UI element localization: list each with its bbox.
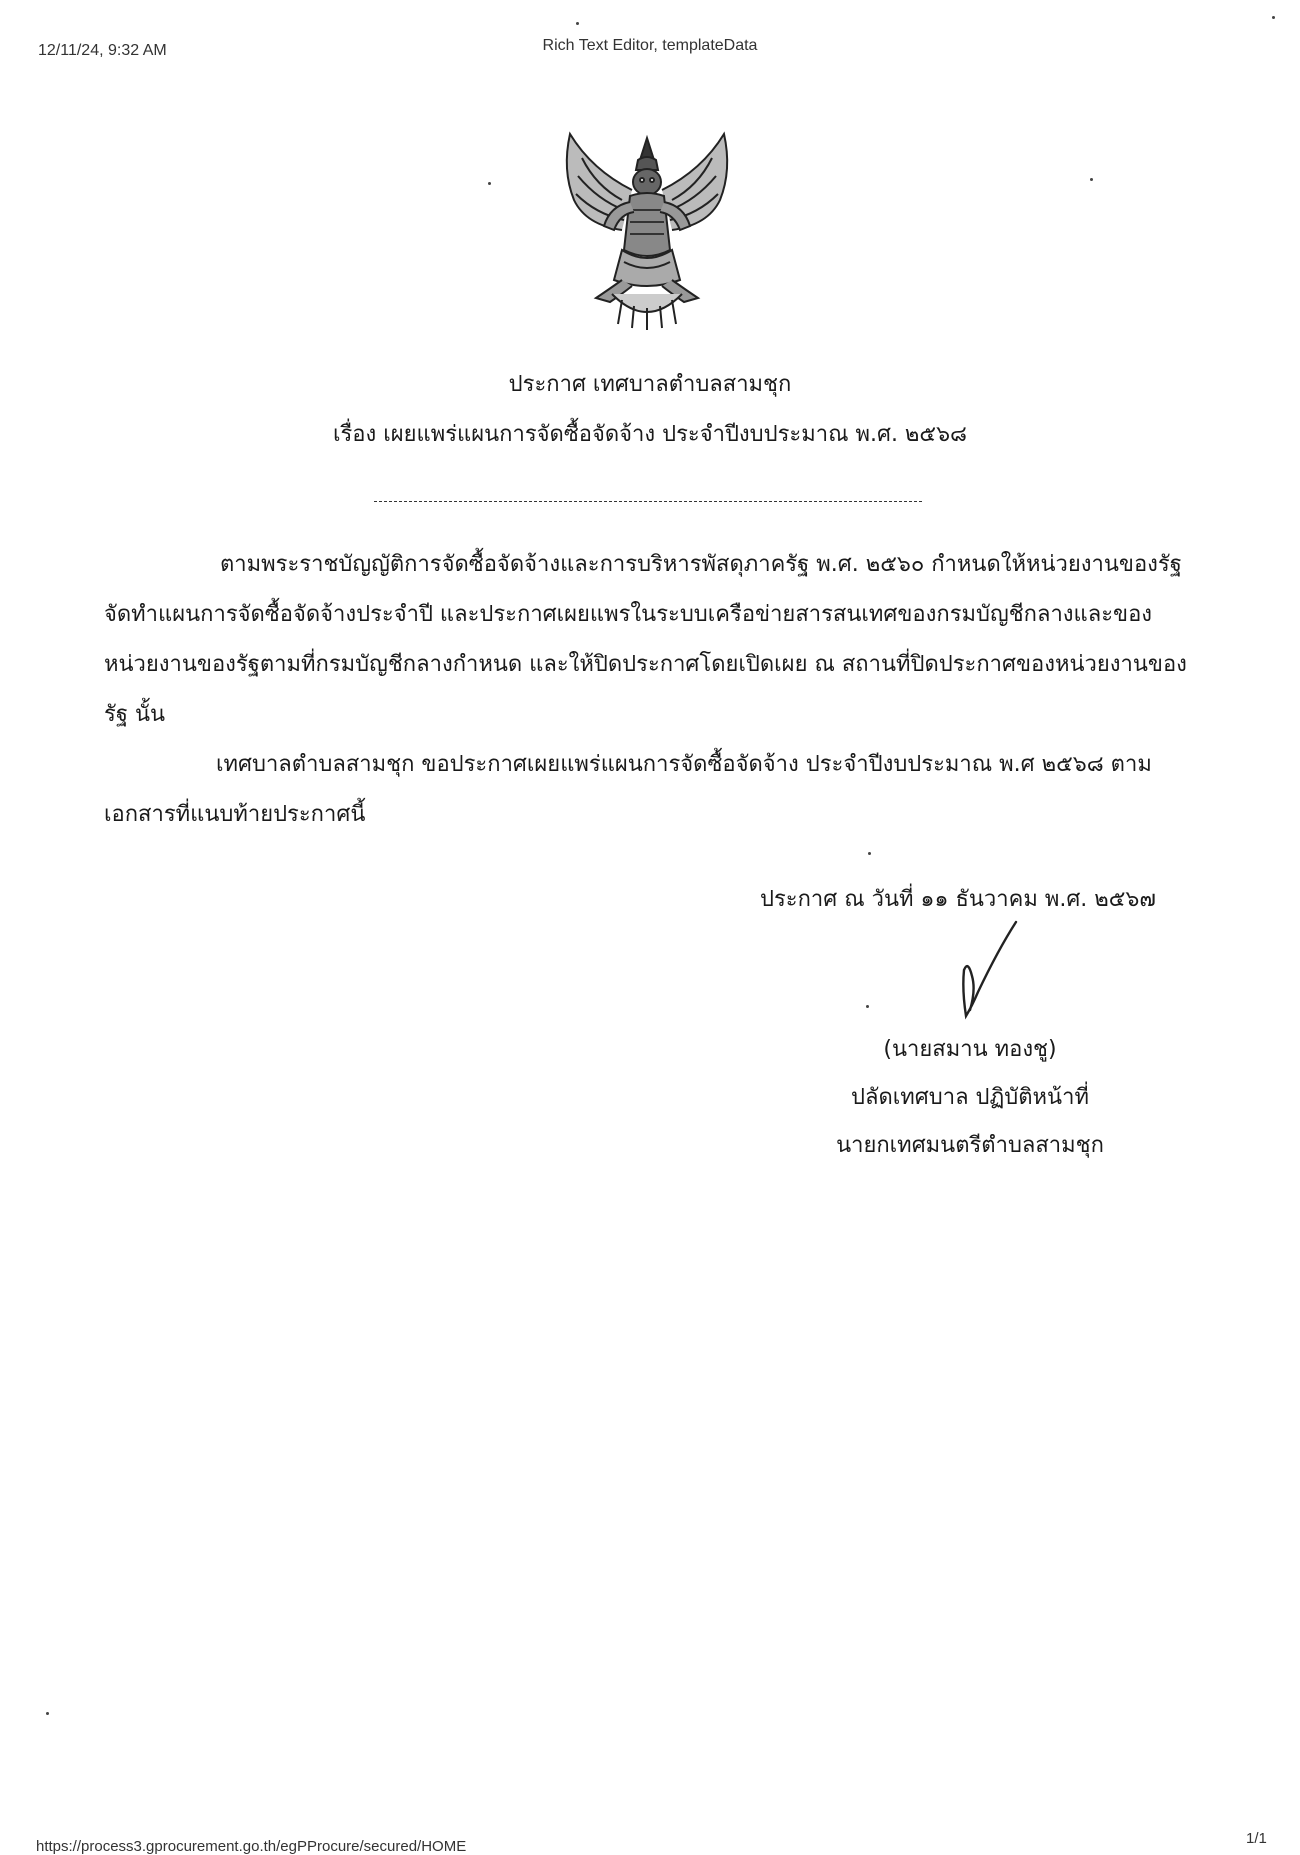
scan-speck (1090, 178, 1093, 181)
signatory-position: ปลัดเทศบาล ปฏิบัติหน้าที่ (851, 1085, 1089, 1110)
announcement-date: ประกาศ ณ วันที่ ๑๑ ธันวาคม พ.ศ. ๒๕๖๗ (760, 887, 1156, 912)
dashed-separator (374, 501, 922, 502)
print-footer-url: https://process3.gprocurement.go.th/egPProcure/secured/HOME (36, 1838, 467, 1855)
signatory-title: นายกเทศมนตรีตำบลสามชุก (836, 1133, 1104, 1158)
print-title: Rich Text Editor, templateData (542, 37, 758, 54)
body-paragraph-1: ตามพระราชบัญญัติการจัดซื้อจัดจ้างและการบริหารพัสดุภาครัฐ พ.ศ. ๒๕๖๐ กำหนดให้หน่วยงานของรัฐจัดทำแผนการจัดซื้อจัดจ้างประจำปี และประกาศเผยแพรในระบบเครือข่ายสารสนเทศของกรมบัญชีกลางและของหน่วยงานของรัฐตามที่กรมบัญชีกลางกำหนด และให้ปิดประกาศโดยเปิดเผย ณ สถานที่ปิดประกาศของหน่วยงานของรัฐ นั้น (104, 552, 1187, 727)
scan-speck (488, 182, 491, 185)
scan-speck (46, 1712, 49, 1715)
announcement-subject: เรื่อง เผยแพร่แผนการจัดซื้อจัดจ้าง ประจำปีงบประมาณ พ.ศ. ๒๕๖๘ (332, 422, 968, 447)
print-timestamp: 12/11/24, 9:32 AM (38, 42, 167, 59)
scan-speck (868, 852, 871, 855)
signatory-name: (นายสมาน ทองชู) (883, 1037, 1057, 1062)
scan-speck (866, 1005, 869, 1008)
body-paragraph-2: เทศบาลตำบลสามชุก ขอประกาศเผยแพร่แผนการจัดซื้อจัดจ้าง ประจำปีงบประมาณ พ.ศ ๒๕๖๘ ตามเอกสารที่แนบท้ายประกาศนี้ (104, 752, 1152, 827)
garuda-emblem-icon (552, 130, 742, 330)
print-page-number: 1/1 (1246, 1830, 1267, 1847)
scan-speck (576, 22, 579, 25)
handwritten-signature (948, 920, 1018, 1020)
announcement-title: ประกาศ เทศบาลตำบลสามชุก (508, 372, 792, 397)
scan-speck (1272, 16, 1275, 19)
